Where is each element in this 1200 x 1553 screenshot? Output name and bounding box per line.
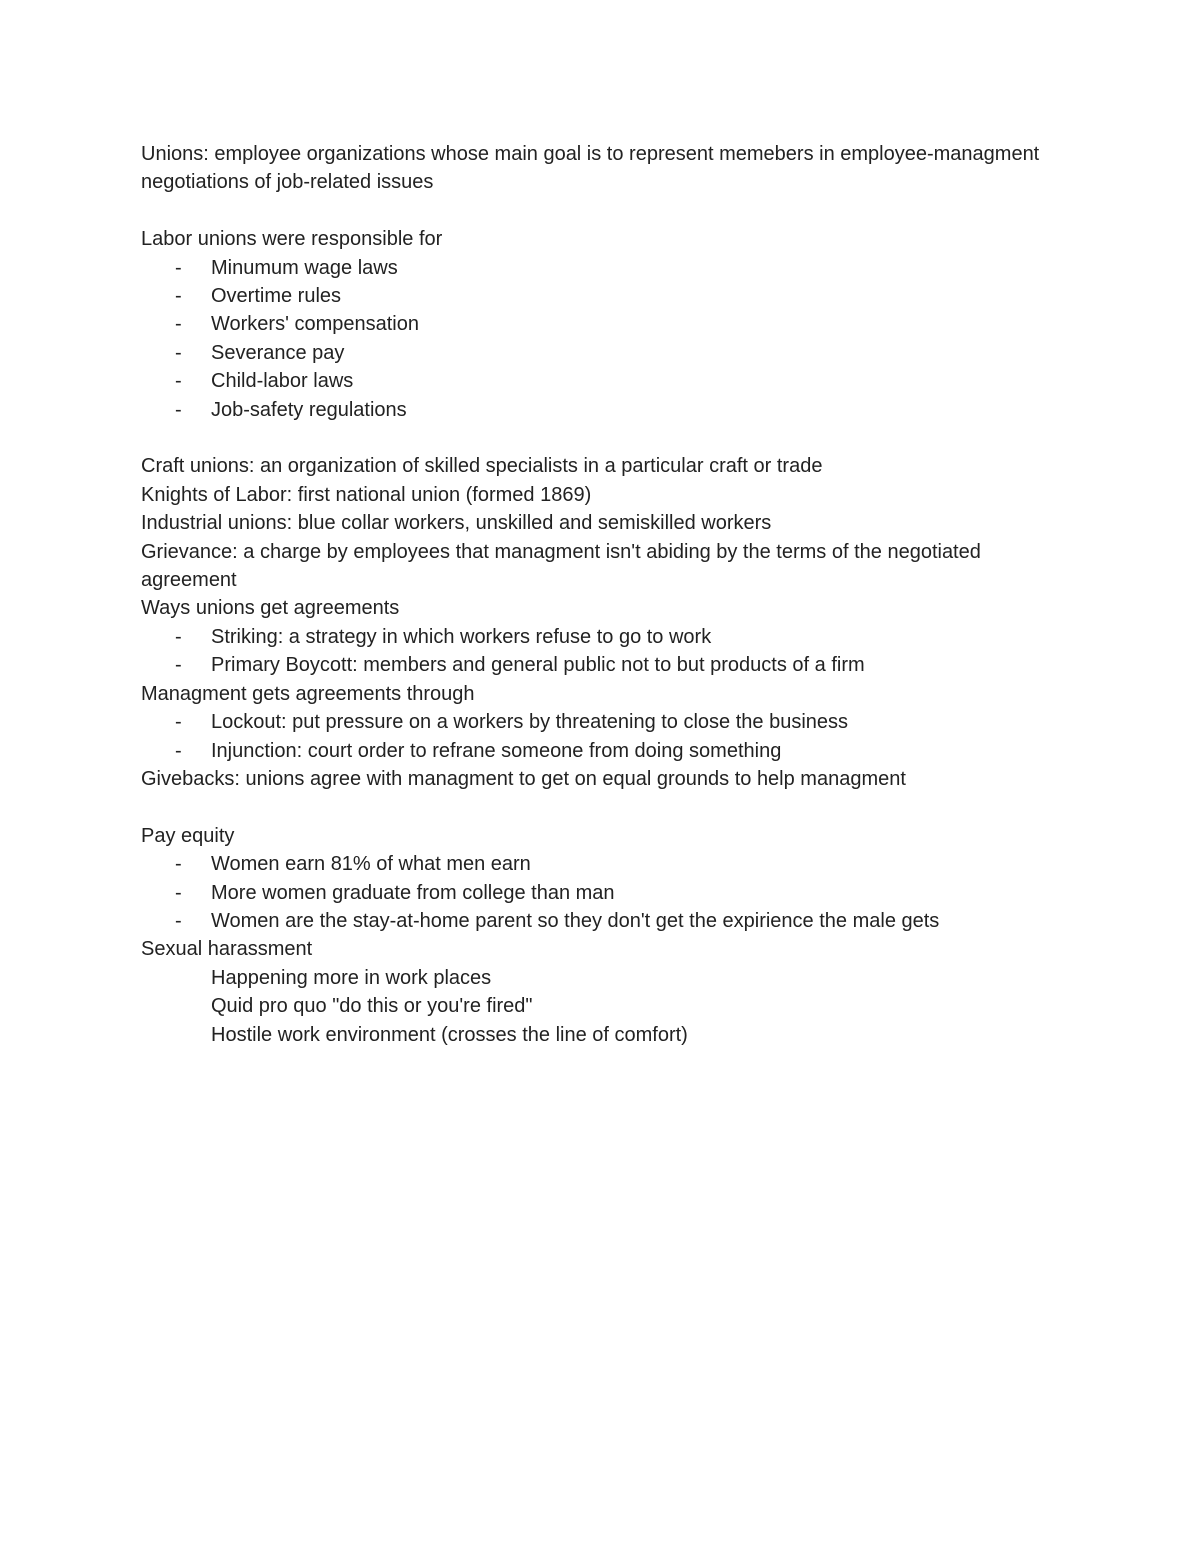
list-item: - Striking: a strategy in which workers refuse to go to work	[141, 623, 1061, 651]
ways-unions-heading: Ways unions get agreements	[141, 597, 400, 620]
managment-heading: Managment gets agreements through	[141, 682, 475, 705]
bullet-dash: -	[175, 341, 182, 364]
bullet-dash: -	[175, 739, 182, 762]
bullet-dash: -	[175, 654, 182, 677]
list-item: - Injunction: court order to refrane someone from doing something	[141, 737, 1061, 765]
list-item: - Workers' compensation	[141, 310, 1061, 338]
bullet-dash: -	[175, 853, 182, 876]
grievance-definition: Grievance: a charge by employees that managment isn't abiding by the terms of the negotiated agreement	[141, 540, 981, 592]
blank-line	[141, 793, 1061, 821]
bullet-dash: -	[175, 313, 182, 336]
bullet-dash: -	[175, 711, 182, 734]
bullet-dash: -	[175, 370, 182, 393]
bullet-dash: -	[175, 398, 182, 421]
industrial-unions-definition: Industrial unions: blue collar workers, unskilled and semiskilled workers	[141, 512, 772, 535]
list-item: - Primary Boycott: members and general public not to but products of a firm	[141, 651, 1061, 679]
list-item: - Women earn 81% of what men earn	[141, 850, 1061, 878]
list-item: - Lockout: put pressure on a workers by threatening to close the business	[141, 708, 1061, 736]
blank-line	[141, 197, 1061, 225]
list-item: - Minumum wage laws	[141, 254, 1061, 282]
sexual-harassment-heading: Sexual harassment	[141, 938, 313, 961]
list-item: - Overtime rules	[141, 282, 1061, 310]
unions-definition: Unions: employee organizations whose main goal is to represent memebers in employee-managment negotiations of job-related issues	[141, 143, 1040, 194]
list-item: - Job-safety regulations	[141, 396, 1061, 424]
bullet-dash: -	[175, 625, 182, 648]
bullet-dash: -	[175, 881, 182, 904]
bullet-dash: -	[175, 256, 182, 279]
list-item: - More women graduate from college than man	[141, 879, 1061, 907]
document-body	[141, 140, 1061, 1049]
list-item: - Women are the stay-at-home parent so they don't get the expirience the male gets	[141, 907, 1061, 935]
craft-unions-definition: Craft unions: an organization of skilled specialists in a particular craft or trade	[141, 455, 823, 478]
knights-of-labor-definition: Knights of Labor: first national union (formed 1869)	[141, 483, 592, 506]
bullet-dash: -	[175, 285, 182, 308]
labor-unions-heading: Labor unions were responsible for	[141, 228, 443, 251]
list-item: - Severance pay	[141, 339, 1061, 367]
list-item: Hostile work environment (crosses the line of comfort)	[211, 1023, 688, 1046]
list-item: Quid pro quo "do this or you're fired"	[211, 995, 533, 1018]
list-item: Happening more in work places	[211, 966, 492, 989]
pay-equity-heading: Pay equity	[141, 824, 235, 847]
bullet-dash: -	[175, 909, 182, 932]
list-item: - Child-labor laws	[141, 367, 1061, 395]
blank-line	[141, 424, 1061, 452]
givebacks-definition: Givebacks: unions agree with managment to get on equal grounds to help managment	[141, 767, 906, 790]
